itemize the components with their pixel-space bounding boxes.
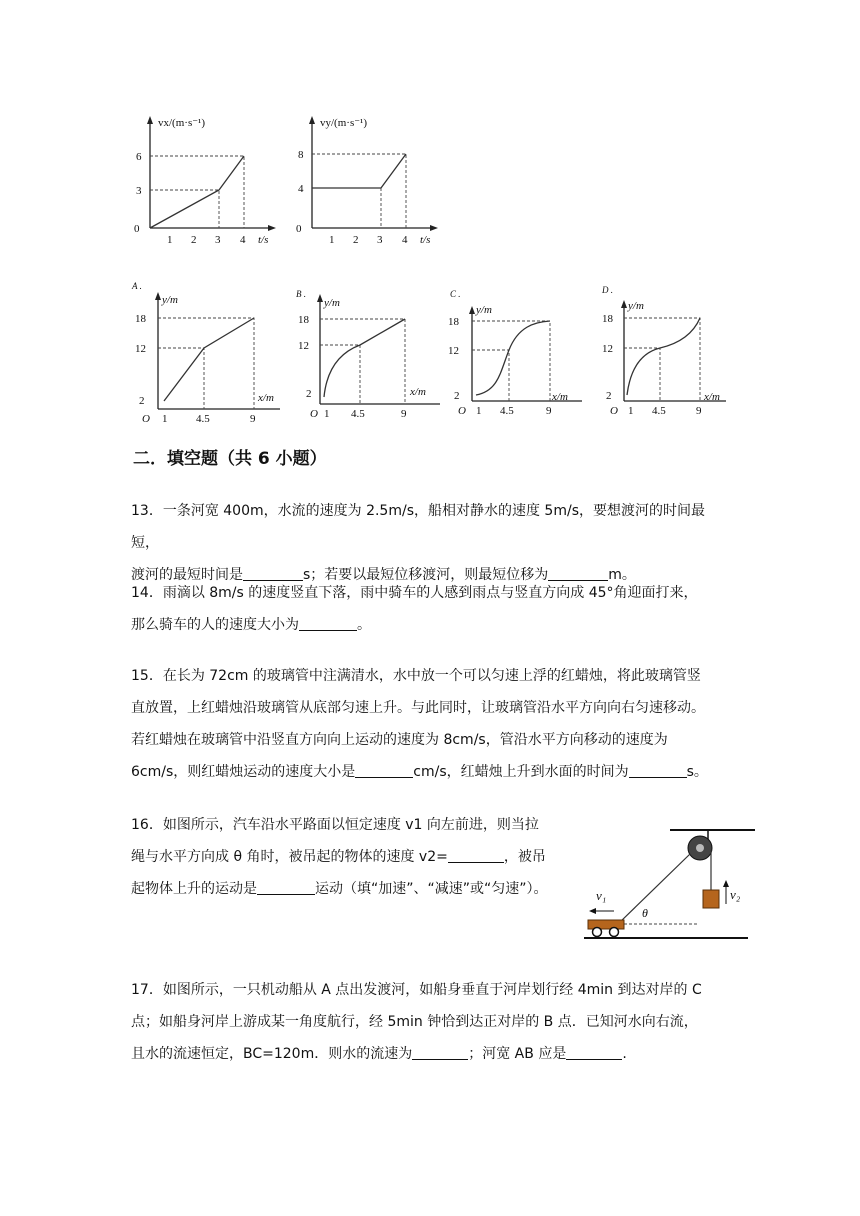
vx-y-label: vx/(m·s⁻¹) bbox=[158, 117, 205, 129]
option-a-y-arrow bbox=[155, 292, 161, 300]
option-b-guide-12 bbox=[320, 345, 360, 404]
option-c-y-arrow bbox=[469, 306, 475, 314]
option-a-curve bbox=[164, 318, 254, 401]
option-d-xtick-9: 9 bbox=[696, 405, 702, 417]
section-title: 二．填空题（共 6 小题） bbox=[133, 449, 327, 469]
option-d-curve bbox=[627, 318, 700, 395]
option-b-curve bbox=[324, 319, 405, 397]
option-d-ytick-2: 2 bbox=[606, 390, 612, 402]
q15-line-4 bbox=[131, 756, 731, 788]
option-c-xtick-4-5: 4.5 bbox=[500, 405, 514, 417]
vx-ytick-6: 6 bbox=[136, 151, 142, 163]
q16-blank-v2[interactable] bbox=[448, 846, 504, 863]
vy-ytick-8: 8 bbox=[298, 149, 304, 161]
rope-to-cart bbox=[618, 854, 690, 924]
option-a-xtick-9: 9 bbox=[250, 413, 256, 425]
option-b-y-arrow bbox=[317, 294, 323, 302]
hanging-block bbox=[703, 890, 719, 908]
option-a-ytick-2: 2 bbox=[139, 395, 145, 407]
option-b-ytick-18: 18 bbox=[298, 314, 309, 326]
option-d-y-arrow bbox=[621, 300, 627, 308]
vy-xtick-1: 1 bbox=[329, 234, 335, 246]
option-d-guide-12 bbox=[624, 348, 660, 401]
q14-text-a: 那么骑车的人的速度大小为 bbox=[131, 617, 299, 633]
q14-line-1: 14．雨滴以 8m/s 的速度竖直下落，雨中骑车的人感到雨点与竖直方向成 45°角迎面打来， bbox=[131, 585, 698, 601]
q14-blank-speed[interactable] bbox=[299, 614, 357, 631]
v2-arrowhead bbox=[723, 880, 729, 887]
q17-line-2: 点；如船身河岸上游成某一角度航行，经 5min 钟恰到达正对岸的 B 点．已知河水向右流， bbox=[131, 1014, 698, 1030]
cart-wheel-right bbox=[610, 928, 619, 937]
q15-text-b: cm/s，红蜡烛上升到水面的时间为 bbox=[413, 764, 629, 780]
option-d-chart bbox=[596, 277, 756, 427]
vy-y-arrow bbox=[309, 116, 315, 124]
q16-text-a: 绳与水平方向成 θ 角时，被吊起的物体的速度 v2= bbox=[131, 849, 448, 865]
q13-text-a: 渡河的最短时间是 bbox=[131, 567, 243, 583]
vx-xtick-4: 4 bbox=[240, 234, 246, 246]
question-15 bbox=[131, 660, 731, 788]
vy-ytick-4: 4 bbox=[298, 183, 304, 195]
pulley-hub bbox=[696, 844, 704, 852]
vx-x-label: t/s bbox=[258, 234, 269, 246]
option-b-ytick-2: 2 bbox=[306, 388, 312, 400]
option-a-letter: A . bbox=[132, 281, 142, 291]
vy-xtick-2: 2 bbox=[353, 234, 359, 246]
option-b-xtick-9: 9 bbox=[401, 408, 407, 420]
vx-origin: 0 bbox=[134, 223, 140, 235]
vy-y-label: vy/(m·s⁻¹) bbox=[320, 117, 367, 129]
vx-guide-6 bbox=[150, 156, 244, 228]
vx-xtick-1: 1 bbox=[167, 234, 173, 246]
q17-text-c: . bbox=[622, 1046, 627, 1062]
option-d-guide-18 bbox=[624, 318, 700, 401]
q16-line-2 bbox=[131, 841, 576, 873]
option-a-xtick-4-5: 4.5 bbox=[196, 413, 210, 425]
option-d-origin: O bbox=[610, 405, 618, 417]
vy-x-label: t/s bbox=[420, 234, 431, 246]
q16-text-b: ，被吊 bbox=[503, 849, 546, 865]
option-d-xtick-4-5: 4.5 bbox=[652, 405, 666, 417]
q17-text-b: ；河宽 AB 应是 bbox=[468, 1046, 567, 1062]
vx-series-line bbox=[150, 156, 244, 228]
option-b-xtick-4-5: 4.5 bbox=[351, 408, 365, 420]
option-d-xtick-1: 1 bbox=[628, 405, 634, 417]
vx-ytick-3: 3 bbox=[136, 185, 142, 197]
vx-x-arrow bbox=[268, 225, 276, 231]
q15-line-3: 若红蜡烛在玻璃管中沿竖直方向向上运动的速度为 8cm/s，管沿水平方向移动的速度为 bbox=[131, 732, 668, 748]
option-c-guide-12 bbox=[472, 350, 509, 401]
q15-text-c: s。 bbox=[686, 764, 708, 780]
option-d-y-label: y/m bbox=[628, 300, 644, 312]
option-a-ytick-18: 18 bbox=[135, 313, 146, 325]
option-c-ytick-2: 2 bbox=[454, 390, 460, 402]
q15-text-a: 6cm/s，则红蜡烛运动的速度大小是 bbox=[131, 764, 356, 780]
q15-line-1: 15．在长为 72cm 的玻璃管中注满清水，水中放一个可以匀速上浮的红蜡烛，将此玻璃管竖 bbox=[131, 668, 701, 684]
cart-body bbox=[588, 920, 624, 929]
q16-text-c: 起物体上升的运动是 bbox=[131, 881, 257, 897]
option-a-origin: O bbox=[142, 413, 150, 425]
option-d-ytick-12: 12 bbox=[602, 343, 613, 355]
option-a-y-label: y/m bbox=[162, 294, 178, 306]
vx-xtick-3: 3 bbox=[215, 234, 221, 246]
option-b-origin: O bbox=[310, 408, 318, 420]
v1-label: v₁ bbox=[596, 888, 607, 903]
cart-wheel-left bbox=[593, 928, 602, 937]
option-c-ytick-12: 12 bbox=[448, 345, 459, 357]
vx-xtick-2: 2 bbox=[191, 234, 197, 246]
pulley-figure bbox=[580, 820, 760, 950]
vy-xtick-3: 3 bbox=[377, 234, 383, 246]
q17-blank-river-width[interactable] bbox=[566, 1043, 622, 1060]
option-b-guide-18 bbox=[320, 319, 405, 404]
q17-line-1: 17．如图所示，一只机动船从 A 点出发渡河，如船身垂直于河岸划行经 4min 到达对岸的 C bbox=[131, 982, 702, 998]
vy-series-line bbox=[312, 154, 406, 188]
q16-blank-motion[interactable] bbox=[257, 878, 315, 895]
v1-arrowhead bbox=[589, 908, 596, 914]
option-b-chart bbox=[290, 277, 450, 427]
option-d-ytick-18: 18 bbox=[602, 313, 613, 325]
vx-y-arrow bbox=[147, 116, 153, 124]
q17-blank-water-speed[interactable] bbox=[412, 1043, 468, 1060]
q15-blank-speed[interactable] bbox=[355, 761, 413, 778]
question-14 bbox=[131, 577, 731, 641]
vy-xtick-4: 4 bbox=[402, 234, 408, 246]
q15-blank-time[interactable] bbox=[629, 761, 687, 778]
q14-line-2 bbox=[131, 609, 731, 641]
q17-text-a: 且水的流速恒定，BC=120m．则水的流速为 bbox=[131, 1046, 413, 1062]
option-c-guide-18 bbox=[472, 321, 550, 401]
q13-text-b: s；若要以最短位移渡河，则最短位移为 bbox=[303, 567, 549, 583]
vx-chart bbox=[130, 110, 290, 250]
vy-x-arrow bbox=[430, 225, 438, 231]
q17-line-3 bbox=[131, 1038, 731, 1070]
q14-text-b: 。 bbox=[357, 617, 371, 633]
q13-line-1: 13．一条河宽 400m，水流的速度为 2.5m/s，船相对静水的速度 5m/s，要想渡河的时间最短， bbox=[131, 503, 705, 551]
option-a-chart bbox=[128, 277, 288, 427]
option-b-xtick-1: 1 bbox=[324, 408, 330, 420]
option-d-letter: D . bbox=[602, 285, 613, 295]
option-c-curve bbox=[476, 321, 550, 395]
option-c-chart bbox=[442, 277, 602, 427]
q13-text-c: m。 bbox=[608, 567, 636, 583]
question-16 bbox=[131, 809, 576, 905]
q16-text-d: 运动（填“加速”、“减速”或“匀速”）。 bbox=[315, 881, 548, 897]
option-c-y-label: y/m bbox=[476, 304, 492, 316]
option-b-y-label: y/m bbox=[324, 297, 340, 309]
v2-label: v₂ bbox=[730, 887, 741, 902]
option-a-guide-18 bbox=[158, 318, 254, 409]
option-c-xtick-9: 9 bbox=[546, 405, 552, 417]
option-a-xtick-1: 1 bbox=[162, 413, 168, 425]
option-a-x-label: x/m bbox=[258, 392, 274, 404]
option-c-xtick-1: 1 bbox=[476, 405, 482, 417]
option-b-x-label: x/m bbox=[410, 386, 426, 398]
vy-chart bbox=[292, 110, 452, 250]
option-a-ytick-12: 12 bbox=[135, 343, 146, 355]
theta-label: θ bbox=[642, 906, 648, 920]
option-c-origin: O bbox=[458, 405, 466, 417]
q16-line-1: 16．如图所示，汽车沿水平路面以恒定速度 v1 向左前进，则当拉 bbox=[131, 817, 539, 833]
option-c-x-label: x/m bbox=[552, 391, 568, 403]
q16-line-3 bbox=[131, 873, 576, 905]
option-b-letter: B . bbox=[296, 289, 306, 299]
q15-line-2: 直放置，上红蜡烛沿玻璃管从底部匀速上升。与此同时，让玻璃管沿水平方向向右匀速移动。 bbox=[131, 700, 705, 716]
vy-origin: 0 bbox=[296, 223, 302, 235]
question-17 bbox=[131, 974, 731, 1070]
option-c-letter: C . bbox=[450, 289, 461, 299]
option-b-ytick-12: 12 bbox=[298, 340, 309, 352]
option-d-x-label: x/m bbox=[704, 391, 720, 403]
option-c-ytick-18: 18 bbox=[448, 316, 459, 328]
vy-guide-8 bbox=[312, 154, 406, 228]
